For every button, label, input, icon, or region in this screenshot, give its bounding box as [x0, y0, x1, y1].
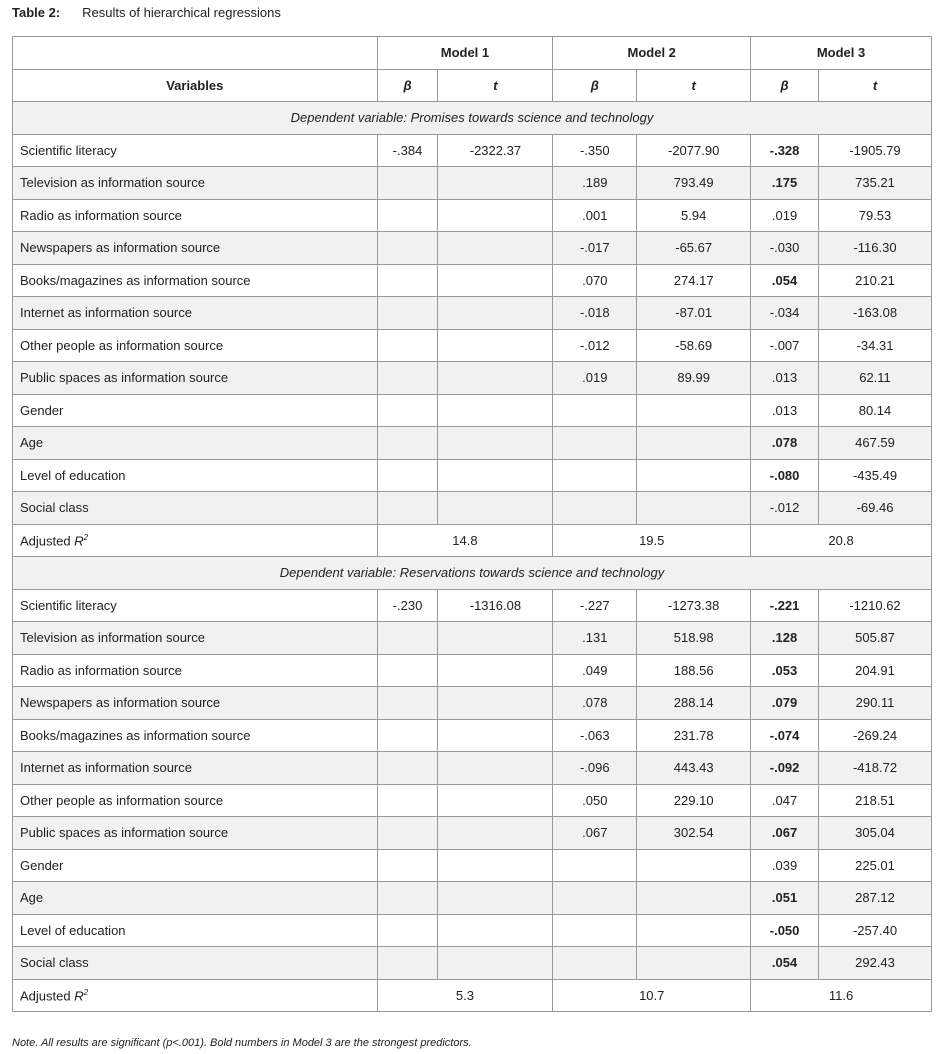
model1-t-cell: [438, 849, 553, 882]
model3-t-cell: 505.87: [819, 622, 932, 655]
model3-t-cell: 80.14: [819, 394, 932, 427]
model3-t-cell: 735.21: [819, 167, 932, 200]
model2-t-cell: -58.69: [637, 329, 751, 362]
model1-t-cell: [438, 199, 553, 232]
model2-beta-cell: -.012: [553, 329, 637, 362]
empty-header-cell: [13, 37, 378, 70]
variable-name: Age: [13, 882, 378, 915]
model2-t-cell: -65.67: [637, 232, 751, 265]
model3-t-cell: 210.21: [819, 264, 932, 297]
model3-t-cell: 290.11: [819, 687, 932, 720]
model2-t-cell: [637, 914, 751, 947]
model2-beta-cell: .078: [553, 687, 637, 720]
model2-beta-cell: -.096: [553, 752, 637, 785]
model3-beta-cell: .054: [751, 947, 819, 980]
model2-t-cell: -1273.38: [637, 589, 751, 622]
adjusted-r2-superscript: 2: [83, 532, 89, 542]
variable-name: Scientific literacy: [13, 589, 378, 622]
model2-t-cell: 274.17: [637, 264, 751, 297]
model1-t-cell: [438, 914, 553, 947]
variable-name: Level of education: [13, 914, 378, 947]
variable-name: Scientific literacy: [13, 134, 378, 167]
model1-beta-cell: [377, 199, 438, 232]
table-row: [13, 622, 932, 655]
column-header-row: [13, 69, 932, 102]
model1-beta-cell: [377, 654, 438, 687]
model3-t-cell: 218.51: [819, 784, 932, 817]
model3-beta-cell: .128: [751, 622, 819, 655]
model2-beta-cell: -.227: [553, 589, 637, 622]
model2-beta-cell: [553, 882, 637, 915]
model3-beta-cell: -.050: [751, 914, 819, 947]
model3-beta-cell: .019: [751, 199, 819, 232]
model1-t-cell: [438, 654, 553, 687]
variable-name: Radio as information source: [13, 654, 378, 687]
model-1-header: Model 1: [377, 37, 553, 70]
model1-t-cell: -1316.08: [438, 589, 553, 622]
model1-adjusted-r2: 5.3: [377, 979, 553, 1012]
table-note: Note. All results are significant (p<.001). Bold numbers in Model 3 are the strongest predictors.: [12, 1037, 472, 1049]
variable-name: Other people as information source: [13, 329, 378, 362]
variable-name: Gender: [13, 849, 378, 882]
table-row: [13, 362, 932, 395]
table-row: [13, 882, 932, 915]
variable-name: Newspapers as information source: [13, 687, 378, 720]
model2-t-cell: 518.98: [637, 622, 751, 655]
table-row: [13, 589, 932, 622]
model2-beta-cell: .067: [553, 817, 637, 850]
model2-beta-cell: [553, 947, 637, 980]
model3-t-cell: -116.30: [819, 232, 932, 265]
model3-t-cell: -34.31: [819, 329, 932, 362]
variable-name: Level of education: [13, 459, 378, 492]
model2-t-cell: [637, 459, 751, 492]
model1-t-cell: [438, 882, 553, 915]
model3-beta-cell: -.007: [751, 329, 819, 362]
model3-t-cell: 62.11: [819, 362, 932, 395]
adjusted-r2-text: Adjusted R: [20, 532, 84, 548]
model1-t-cell: [438, 362, 553, 395]
model1-beta-cell: [377, 394, 438, 427]
model1-beta-cell: [377, 719, 438, 752]
model2-beta-cell: [553, 492, 637, 525]
t-header: t: [438, 69, 553, 102]
model2-t-cell: [637, 492, 751, 525]
table-row: [13, 654, 932, 687]
model3-beta-cell: -.328: [751, 134, 819, 167]
model2-beta-cell: .189: [553, 167, 637, 200]
model3-beta-cell: .054: [751, 264, 819, 297]
model3-beta-cell: .053: [751, 654, 819, 687]
model3-beta-cell: .079: [751, 687, 819, 720]
model1-beta-cell: [377, 947, 438, 980]
beta-header: β: [377, 69, 438, 102]
adjusted-r2-label: [13, 979, 378, 1012]
table-row: [13, 167, 932, 200]
model3-beta-cell: .013: [751, 362, 819, 395]
model1-beta-cell: [377, 362, 438, 395]
model3-beta-cell: -.074: [751, 719, 819, 752]
model1-t-cell: [438, 687, 553, 720]
model2-beta-cell: [553, 849, 637, 882]
variable-name: Television as information source: [13, 622, 378, 655]
model3-beta-cell: .047: [751, 784, 819, 817]
model2-t-cell: 188.56: [637, 654, 751, 687]
table-row: [13, 914, 932, 947]
model1-t-cell: [438, 947, 553, 980]
variable-name: Television as information source: [13, 167, 378, 200]
model1-beta-cell: [377, 232, 438, 265]
table-row: [13, 232, 932, 265]
t-header: t: [637, 69, 751, 102]
model2-t-cell: 793.49: [637, 167, 751, 200]
model1-beta-cell: [377, 622, 438, 655]
model1-beta-cell: [377, 752, 438, 785]
adjusted-r2-row: [13, 979, 932, 1012]
table-row: [13, 752, 932, 785]
model3-beta-cell: .078: [751, 427, 819, 460]
model2-t-cell: -87.01: [637, 297, 751, 330]
model3-t-cell: 204.91: [819, 654, 932, 687]
variable-name: Internet as information source: [13, 752, 378, 785]
table-row: [13, 947, 932, 980]
table-caption: [12, 5, 281, 20]
model2-beta-cell: .019: [553, 362, 637, 395]
model1-t-cell: [438, 784, 553, 817]
adjusted-r2-text: Adjusted R: [20, 987, 84, 1003]
model1-t-cell: [438, 427, 553, 460]
model3-t-cell: -1210.62: [819, 589, 932, 622]
model1-beta-cell: [377, 687, 438, 720]
table-row: [13, 199, 932, 232]
model2-adjusted-r2: 19.5: [553, 524, 751, 557]
model2-beta-cell: .131: [553, 622, 637, 655]
table-row: [13, 784, 932, 817]
variable-name: Books/magazines as information source: [13, 719, 378, 752]
section-header-row: [13, 557, 932, 590]
table-label: Table 2:: [12, 5, 61, 20]
model3-t-cell: -257.40: [819, 914, 932, 947]
model3-t-cell: -69.46: [819, 492, 932, 525]
model2-beta-cell: -.063: [553, 719, 637, 752]
model1-t-cell: [438, 232, 553, 265]
model2-t-cell: 89.99: [637, 362, 751, 395]
model2-t-cell: [637, 947, 751, 980]
t-header: t: [819, 69, 932, 102]
table-row: [13, 687, 932, 720]
table-body: [13, 102, 932, 1012]
model2-beta-cell: -.018: [553, 297, 637, 330]
model3-beta-cell: -.092: [751, 752, 819, 785]
model3-beta-cell: .051: [751, 882, 819, 915]
variable-name: Social class: [13, 492, 378, 525]
model1-t-cell: [438, 394, 553, 427]
table-row: [13, 297, 932, 330]
model2-beta-cell: -.017: [553, 232, 637, 265]
table-title: Results of hierarchical regressions: [82, 5, 281, 20]
variable-name: Radio as information source: [13, 199, 378, 232]
model3-adjusted-r2: 20.8: [751, 524, 932, 557]
model-header-row: [13, 37, 932, 70]
model1-beta-cell: [377, 914, 438, 947]
dependent-variable-title: Dependent variable: Promises towards science and technology: [13, 102, 932, 135]
model3-beta-cell: -.034: [751, 297, 819, 330]
model3-t-cell: -435.49: [819, 459, 932, 492]
model1-beta-cell: [377, 849, 438, 882]
variable-name: Public spaces as information source: [13, 362, 378, 395]
model1-t-cell: -2322.37: [438, 134, 553, 167]
model3-t-cell: -269.24: [819, 719, 932, 752]
model3-t-cell: -1905.79: [819, 134, 932, 167]
model2-t-cell: -2077.90: [637, 134, 751, 167]
model3-beta-cell: .067: [751, 817, 819, 850]
variables-header: Variables: [13, 69, 378, 102]
model1-t-cell: [438, 492, 553, 525]
model-2-header: Model 2: [553, 37, 751, 70]
model1-beta-cell: [377, 427, 438, 460]
beta-header: β: [553, 69, 637, 102]
model2-beta-cell: [553, 394, 637, 427]
model3-t-cell: 305.04: [819, 817, 932, 850]
model1-beta-cell: [377, 459, 438, 492]
model2-t-cell: 229.10: [637, 784, 751, 817]
model2-beta-cell: .050: [553, 784, 637, 817]
model1-beta-cell: [377, 297, 438, 330]
beta-header: β: [751, 69, 819, 102]
model2-t-cell: [637, 882, 751, 915]
variable-name: Books/magazines as information source: [13, 264, 378, 297]
model3-t-cell: 287.12: [819, 882, 932, 915]
model3-t-cell: 225.01: [819, 849, 932, 882]
model-3-header: Model 3: [751, 37, 932, 70]
model2-t-cell: 443.43: [637, 752, 751, 785]
model3-beta-cell: -.030: [751, 232, 819, 265]
model2-t-cell: 302.54: [637, 817, 751, 850]
table-row: [13, 459, 932, 492]
model2-beta-cell: [553, 914, 637, 947]
variable-name: Social class: [13, 947, 378, 980]
model1-t-cell: [438, 297, 553, 330]
table-row: [13, 394, 932, 427]
model2-t-cell: [637, 849, 751, 882]
variable-name: Newspapers as information source: [13, 232, 378, 265]
model2-beta-cell: .070: [553, 264, 637, 297]
model3-beta-cell: -.012: [751, 492, 819, 525]
variable-name: Public spaces as information source: [13, 817, 378, 850]
model1-t-cell: [438, 817, 553, 850]
model3-adjusted-r2: 11.6: [751, 979, 932, 1012]
table-row: [13, 817, 932, 850]
model2-beta-cell: .049: [553, 654, 637, 687]
model1-beta-cell: [377, 817, 438, 850]
model3-beta-cell: .175: [751, 167, 819, 200]
table-row: [13, 329, 932, 362]
model1-beta-cell: -.230: [377, 589, 438, 622]
table-row: [13, 719, 932, 752]
model2-beta-cell: -.350: [553, 134, 637, 167]
model1-beta-cell: [377, 492, 438, 525]
model1-beta-cell: [377, 329, 438, 362]
dependent-variable-title: Dependent variable: Reservations towards science and technology: [13, 557, 932, 590]
model3-t-cell: 467.59: [819, 427, 932, 460]
table-row: [13, 134, 932, 167]
table-row: [13, 849, 932, 882]
model3-beta-cell: -.221: [751, 589, 819, 622]
model1-t-cell: [438, 622, 553, 655]
model2-t-cell: 231.78: [637, 719, 751, 752]
adjusted-r2-row: [13, 524, 932, 557]
variable-name: Gender: [13, 394, 378, 427]
table-row: [13, 427, 932, 460]
model3-beta-cell: .013: [751, 394, 819, 427]
model2-adjusted-r2: 10.7: [553, 979, 751, 1012]
model1-t-cell: [438, 329, 553, 362]
table-row: [13, 492, 932, 525]
model1-adjusted-r2: 14.8: [377, 524, 553, 557]
model2-t-cell: 5.94: [637, 199, 751, 232]
model3-beta-cell: -.080: [751, 459, 819, 492]
model1-beta-cell: [377, 882, 438, 915]
regression-table: [12, 36, 932, 1012]
model1-t-cell: [438, 752, 553, 785]
model2-t-cell: [637, 427, 751, 460]
variable-name: Internet as information source: [13, 297, 378, 330]
model2-beta-cell: [553, 427, 637, 460]
variable-name: Other people as information source: [13, 784, 378, 817]
model3-beta-cell: .039: [751, 849, 819, 882]
model3-t-cell: 292.43: [819, 947, 932, 980]
model1-beta-cell: [377, 167, 438, 200]
table-row: [13, 264, 932, 297]
model2-beta-cell: [553, 459, 637, 492]
adjusted-r2-label: [13, 524, 378, 557]
model2-t-cell: 288.14: [637, 687, 751, 720]
section-header-row: [13, 102, 932, 135]
model1-beta-cell: [377, 264, 438, 297]
variable-name: Age: [13, 427, 378, 460]
model3-t-cell: 79.53: [819, 199, 932, 232]
adjusted-r2-superscript: 2: [83, 987, 89, 997]
model1-beta-cell: -.384: [377, 134, 438, 167]
model1-t-cell: [438, 264, 553, 297]
model2-beta-cell: .001: [553, 199, 637, 232]
model1-t-cell: [438, 167, 553, 200]
model3-t-cell: -418.72: [819, 752, 932, 785]
model2-t-cell: [637, 394, 751, 427]
model3-t-cell: -163.08: [819, 297, 932, 330]
model1-beta-cell: [377, 784, 438, 817]
model1-t-cell: [438, 459, 553, 492]
model1-t-cell: [438, 719, 553, 752]
